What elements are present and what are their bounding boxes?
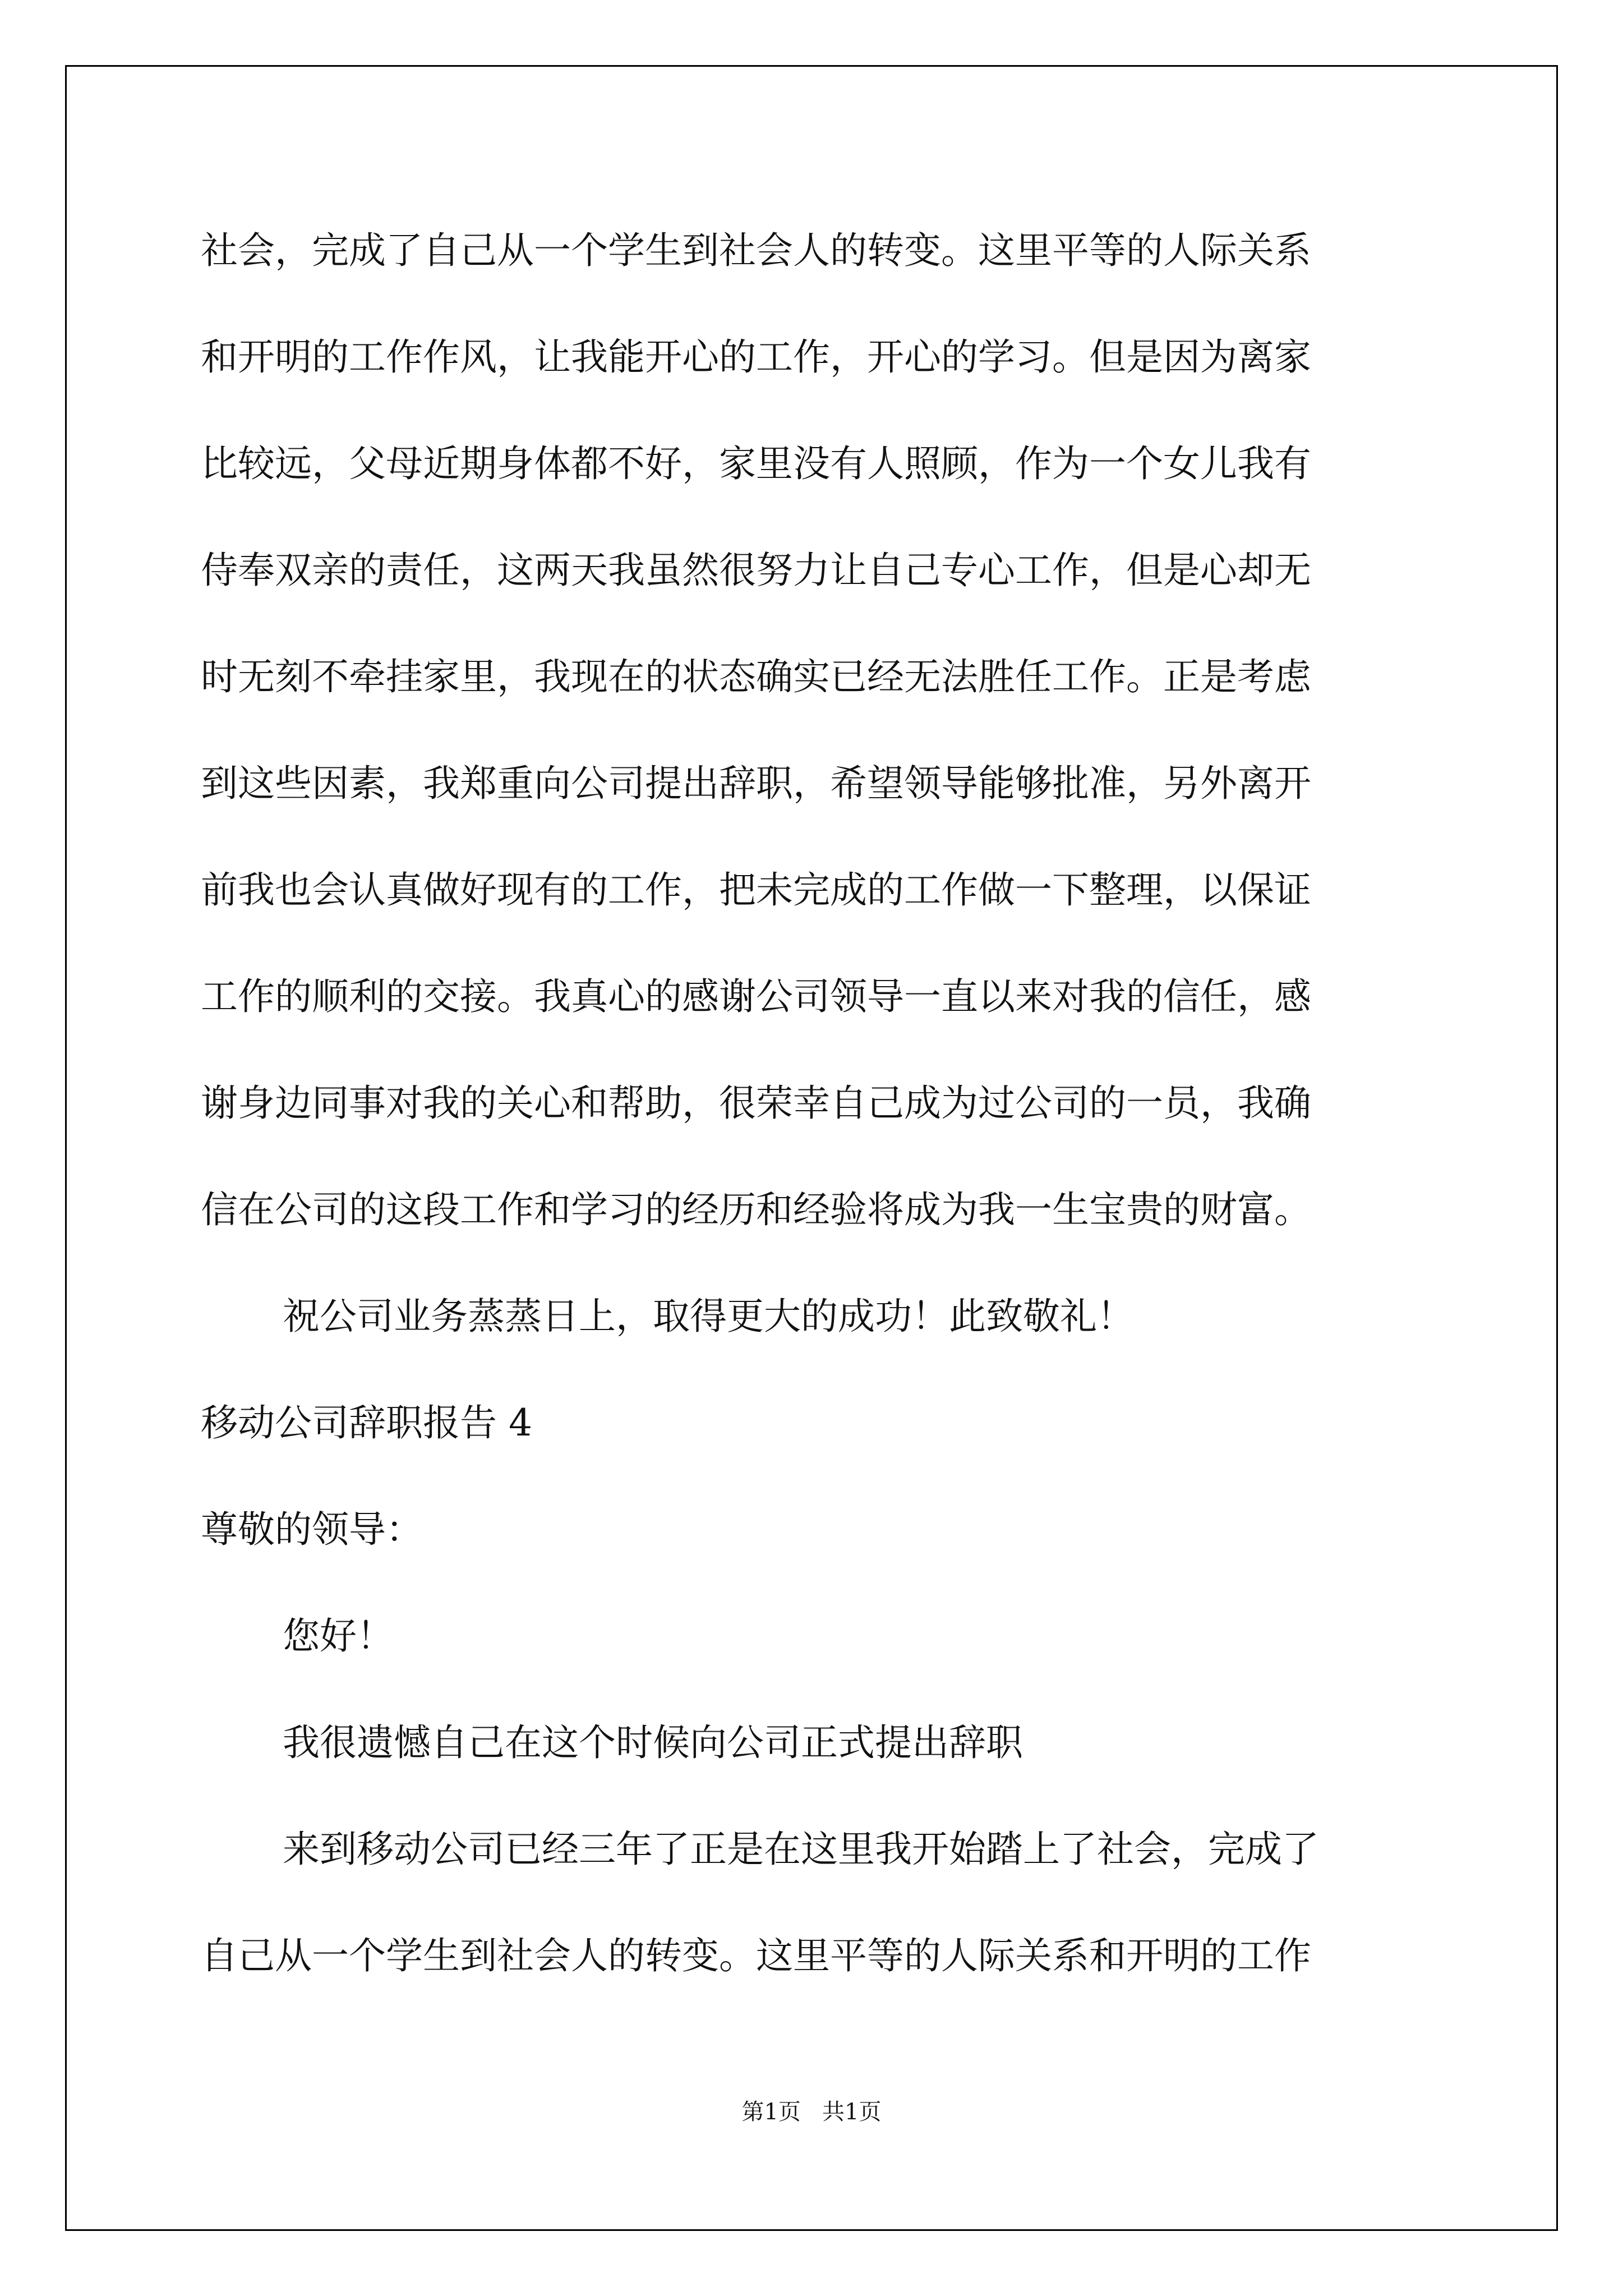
paragraph-line-2: 自己从一个学生到社会人的转变。这里平等的人际关系和开明的工作 (201, 1934, 1311, 1977)
closing-wishes: 祝公司业务蒸蒸日上，取得更大的成功！此致敬礼！ (283, 1295, 1134, 1338)
body-line-6: 到这些因素，我郑重向公司提出辞职，希望领导能够批准，另外离开 (201, 762, 1311, 805)
opening-statement: 我很遗憾自己在这个时候向公司正式提出辞职 (283, 1721, 1023, 1764)
section-heading: 移动公司辞职报告 4 (201, 1401, 532, 1444)
body-line-9: 谢身边同事对我的关心和帮助，很荣幸自己成为过公司的一员，我确 (201, 1082, 1311, 1125)
page-border (65, 65, 1558, 2231)
page-number-footer: 第1页 共1页 (741, 2099, 882, 2125)
body-line-10: 信在公司的这段工作和学习的经历和经验将成为我一生宝贵的财富。 (201, 1188, 1311, 1231)
body-line-5: 时无刻不牵挂家里，我现在的状态确实已经无法胜任工作。正是考虑 (201, 655, 1311, 698)
body-line-7: 前我也会认真做好现有的工作，把未完成的工作做一下整理，以保证 (201, 868, 1311, 912)
greeting: 您好！ (283, 1614, 394, 1658)
body-line-2: 和开明的工作作风，让我能开心的工作，开心的学习。但是因为离家 (201, 335, 1311, 379)
salutation: 尊敬的领导： (201, 1508, 423, 1551)
paragraph-line-1: 来到移动公司已经三年了正是在这里我开始踏上了社会，完成了 (283, 1828, 1319, 1871)
body-line-4: 侍奉双亲的责任，这两天我虽然很努力让自己专心工作，但是心却无 (201, 549, 1311, 592)
body-line-3: 比较远，父母近期身体都不好，家里没有人照顾，作为一个女儿我有 (201, 442, 1311, 485)
body-line-8: 工作的顺利的交接。我真心的感谢公司领导一直以来对我的信任，感 (201, 975, 1311, 1018)
body-line-1: 社会，完成了自己从一个学生到社会人的转变。这里平等的人际关系 (201, 229, 1311, 272)
